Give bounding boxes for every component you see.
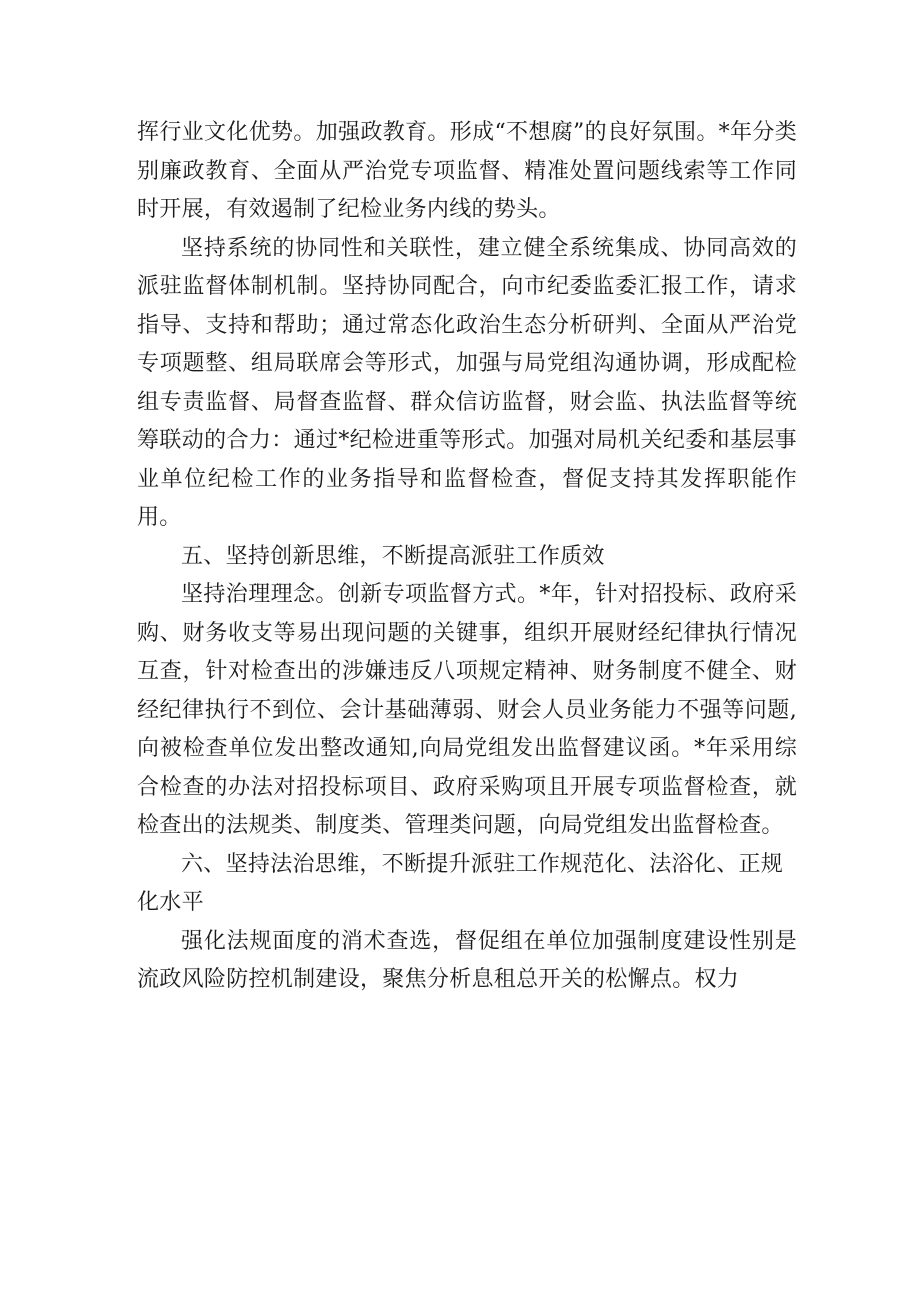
- paragraph-3: 坚持治理理念。创新专项监督方式。*年，针对招投标、政府采购、财务收支等易出现问题的关键事，组织开展财经纪律执行情况互查，针对检查出的涉嫌违反八项规定精神、财务制度不健全、财经纪律执行不到位、会计基础薄弱、财会人员业务能力不强等问题,向被检查单位发出整改通知,向局党组发出监督建议函。*年采用综合检查的办法对招投标项目、政府采购项且开展专项监督检查，就检查出的法规类、制度类、管理类问题，向局党组发出监督检查。: [137, 582, 797, 838]
- document-body: [137, 114, 797, 1000]
- section-heading-5: 五、坚持创新思维，不断提高派驻工作质效: [181, 543, 605, 569]
- paragraph-1: 挥行业文化优势。加强政教育。形成“不想腐”的良好氛围。*年分类别廉政教育、全面从严治党专项监督、精准处置问题线索等工作同时开展，有效遏制了纪检业务内线的势头。: [137, 120, 797, 222]
- paragraph-4: 强化法规面度的消术查选，督促组在单位加强制度建设性别是流政风险防控机制建设，聚焦分析息租总开关的松懈点。权力: [137, 928, 797, 992]
- paragraph-2: 坚持系统的协同性和关联性，建立健全系统集成、协同高效的派驻监督体制机制。坚持协同配合，向市纪委监委汇报工作，请求指导、支持和帮助；通过常态化政治生态分析研判、全面从严治党专项题整、组局联席会等形式，加强与局党组沟通协调，形成配检组专责监督、局督查监督、群众信访监督，财会监、执法监督等统筹联动的合力：通过*纪检进重等形式。加强对局机关纪委和基层事业单位纪检工作的业务指导和监督检查，督促支持其发挥职能作用。: [137, 235, 797, 530]
- section-heading-6: 六、坚持法治思维，不断提升派驻工作规范化、法浴化、正规化水平: [137, 851, 784, 915]
